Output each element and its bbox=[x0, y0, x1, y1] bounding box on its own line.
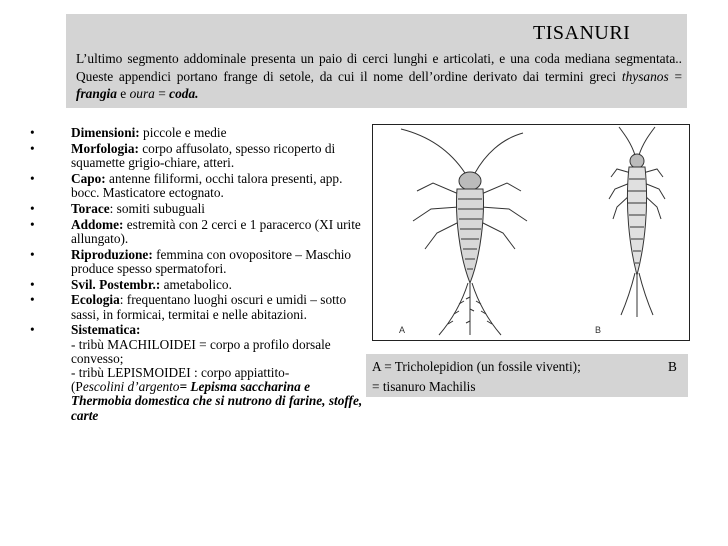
list-item-capo bbox=[30, 172, 364, 200]
sistematica-line-1: - tribù MACHILOIDEI = corpo a profilo dorsale convesso; bbox=[71, 336, 331, 366]
list-item-addome bbox=[30, 218, 364, 246]
caption-letter-b: B bbox=[668, 359, 677, 374]
item-text: : somiti subuguali bbox=[109, 200, 205, 216]
list-item-sviluppo bbox=[30, 278, 364, 292]
list-item-sistematica bbox=[30, 323, 364, 422]
figure-label-b: B bbox=[595, 325, 602, 335]
item-text: ametabolico. bbox=[160, 276, 232, 292]
item-label: Addome: bbox=[71, 216, 124, 232]
equals-sign: = bbox=[668, 68, 682, 84]
paren-open: (P bbox=[71, 379, 83, 395]
figure-caption bbox=[366, 354, 688, 397]
insect-b-drawing bbox=[609, 127, 665, 317]
insect-a-drawing bbox=[401, 129, 527, 335]
item-label: Dimensioni: bbox=[71, 125, 140, 140]
item-label: Morfologia: bbox=[71, 140, 139, 156]
equals-sign: = bbox=[154, 86, 170, 102]
item-label: Sistematica: bbox=[71, 322, 141, 338]
greek-term-thysanos: thysanos bbox=[621, 68, 669, 84]
item-text: estremità con 2 cerci e 1 paracerco (XI urite allungato). bbox=[71, 216, 361, 246]
species-text: Lepisma saccharina e Thermobia domestica che si nutrono di farine, stoffe, carte bbox=[71, 379, 363, 423]
item-label: Torace bbox=[71, 200, 110, 216]
caption-part-b: = tisanuro Machilis bbox=[372, 379, 476, 394]
insect-drawings bbox=[373, 125, 689, 340]
pescolini-term: escolini d’argento bbox=[82, 379, 180, 395]
item-label: Riproduzione: bbox=[71, 246, 153, 262]
meaning-coda: coda. bbox=[169, 86, 199, 102]
item-text: : frequentano luoghi oscuri e umidi – sotto sassi, in formicai, termitai e nelle abitazioni. bbox=[71, 292, 347, 322]
item-label: Ecologia bbox=[71, 292, 120, 308]
greek-term-oura: oura bbox=[129, 86, 155, 102]
caption-part-a: A = Tricholepidion (un fossile viventi); bbox=[372, 359, 581, 374]
meaning-frangia: frangia bbox=[76, 86, 117, 102]
sistematica-line-2: - tribù LEPISMOIDEI : corpo appiattito- bbox=[71, 365, 290, 380]
intro-text: L’ultimo segmento addominale presenta un paio di cerci lunghi e articolati, e una coda mediana segmentata.. Queste appendici portano frange di setole, da cui il nome dell’ordine derivato dai termini greci bbox=[76, 51, 682, 84]
list-item-riproduzione bbox=[30, 248, 364, 276]
figure-label-a: A bbox=[399, 325, 406, 335]
equals-sign: = bbox=[179, 379, 191, 395]
list-item-dimensioni bbox=[30, 126, 364, 140]
item-label: Capo: bbox=[71, 170, 106, 186]
item-label: Svil. Postembr.: bbox=[71, 276, 161, 292]
features-list bbox=[30, 126, 364, 424]
sistematica-line-3 bbox=[71, 380, 364, 423]
insect-figure bbox=[372, 124, 690, 341]
list-item-morfologia bbox=[30, 142, 364, 170]
item-text: piccole e medie bbox=[139, 125, 227, 140]
item-text: antenne filiformi, occhi talora presenti, app. bocc. Masticatore ectognato. bbox=[71, 170, 343, 200]
list-item-ecologia bbox=[30, 293, 364, 321]
item-text: corpo affusolato, spesso ricoperto di squamette grigio-chiare, atteri. bbox=[71, 140, 336, 170]
intro-paragraph bbox=[76, 50, 682, 103]
list-item-torace bbox=[30, 202, 364, 216]
item-text: femmina con ovopositore – Maschio produce spesso spermatofori. bbox=[71, 246, 352, 276]
page-title: TISANURI bbox=[533, 22, 631, 44]
conjunction: e bbox=[116, 86, 130, 102]
